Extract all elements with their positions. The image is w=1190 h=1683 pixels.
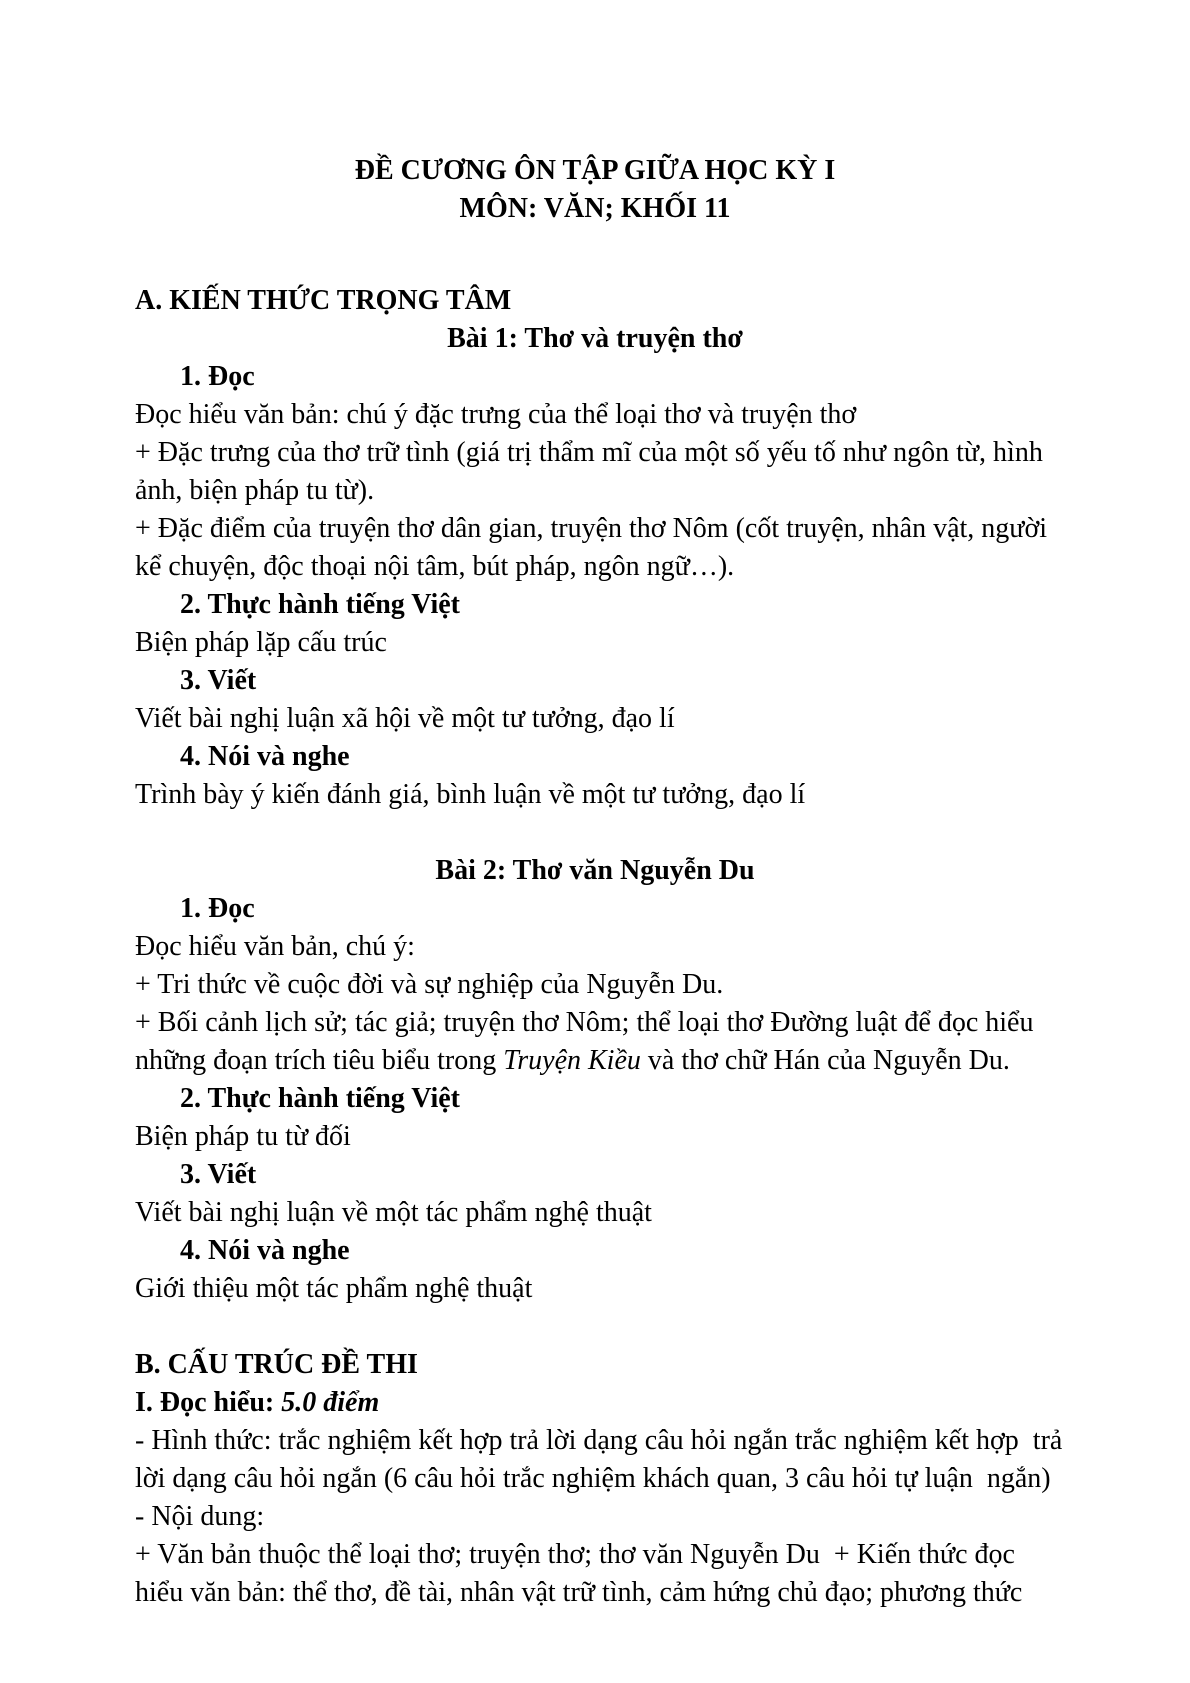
lesson-2-subheading-thuc-hanh: 2. Thực hành tiếng Việt [180, 1083, 460, 1114]
book-title-truyen-kieu: Truyện Kiều [503, 1045, 641, 1076]
body-line: + Bối cảnh lịch sử; tác giả; truyện thơ Nôm; thể loại thơ Đường luật để đọc hiểu [135, 1007, 1034, 1038]
body-line: hiểu văn bản: thể thơ, đề tài, nhân vật trữ tình, cảm hứng chủ đạo; phương thức [135, 1577, 1023, 1608]
blank-line [135, 814, 1055, 852]
lesson-1-subheading-doc: 1. Đọc [180, 361, 255, 392]
doc-hieu-label: I. Đọc hiểu: [135, 1387, 282, 1418]
body-line: Biện pháp tu từ đối [135, 1121, 351, 1152]
lesson-1-title: Bài 1: Thơ và truyện thơ [447, 323, 743, 354]
lesson-2-subheading-doc: 1. Đọc [180, 893, 255, 924]
body-line: Biện pháp lặp cấu trúc [135, 627, 387, 658]
lesson-2-title: Bài 2: Thơ văn Nguyễn Du [435, 855, 755, 886]
body-line: - Hình thức: trắc nghiệm kết hợp trả lời dạng câu hỏi ngắn trắc nghiệm kết hợp trả [135, 1425, 1063, 1456]
doc-title-line-2: MÔN: VĂN; KHỐI 11 [459, 193, 731, 224]
lesson-1-subheading-viet: 3. Viết [180, 665, 257, 696]
body-line: Trình bày ý kiến đánh giá, bình luận về một tư tưởng, đạo lí [135, 779, 806, 810]
section-a-heading: A. KIẾN THỨC TRỌNG TÂM [135, 285, 512, 316]
blank-line [135, 1308, 1055, 1346]
doc-title-line-1: ĐỀ CƯƠNG ÔN TẬP GIỮA HỌC KỲ I [354, 155, 836, 186]
body-line: + Đặc trưng của thơ trữ tình (giá trị thẩm mĩ của một số yếu tố như ngôn từ, hình [135, 437, 1043, 468]
blank-space [135, 228, 1055, 282]
section-b-heading: B. CẤU TRÚC ĐỀ THI [135, 1349, 418, 1380]
lesson-1-subheading-noi-nghe: 4. Nói và nghe [180, 741, 350, 772]
body-line: Đọc hiểu văn bản: chú ý đặc trưng của thể loại thơ và truyện thơ [135, 399, 857, 430]
body-line: Đọc hiểu văn bản, chú ý: [135, 931, 415, 962]
lesson-1-subheading-thuc-hanh: 2. Thực hành tiếng Việt [180, 589, 460, 620]
body-line: + Đặc điểm của truyện thơ dân gian, truyện thơ Nôm (cốt truyện, nhân vật, người [135, 513, 1048, 544]
text-run: và thơ chữ Hán của Nguyễn Du. [640, 1045, 1010, 1076]
body-line: Viết bài nghị luận xã hội về một tư tưởng, đạo lí [135, 703, 675, 734]
body-line: - Nội dung: [135, 1501, 265, 1532]
section-b-doc-hieu-heading [135, 1384, 1055, 1422]
body-line: ảnh, biện pháp tu từ). [135, 475, 375, 506]
lesson-2-subheading-viet: 3. Viết [180, 1159, 257, 1190]
body-line: + Văn bản thuộc thể loại thơ; truyện thơ; thơ văn Nguyễn Du + Kiến thức đọc [135, 1539, 1015, 1570]
lesson-2-subheading-noi-nghe: 4. Nói và nghe [180, 1235, 350, 1266]
body-line: Giới thiệu một tác phẩm nghệ thuật [135, 1273, 533, 1304]
body-line: lời dạng câu hỏi ngắn (6 câu hỏi trắc nghiệm khách quan, 3 câu hỏi tự luận ngắn) [135, 1463, 1051, 1494]
body-line: kể chuyện, độc thoại nội tâm, bút pháp, ngôn ngữ…). [135, 551, 735, 582]
body-line-with-book-title [135, 1042, 1055, 1080]
doc-hieu-points: 5.0 điểm [281, 1387, 380, 1418]
body-line: + Tri thức về cuộc đời và sự nghiệp của Nguyễn Du. [135, 969, 724, 1000]
text-run: những đoạn trích tiêu biểu trong [135, 1045, 504, 1076]
body-line: Viết bài nghị luận về một tác phẩm nghệ thuật [135, 1197, 652, 1228]
